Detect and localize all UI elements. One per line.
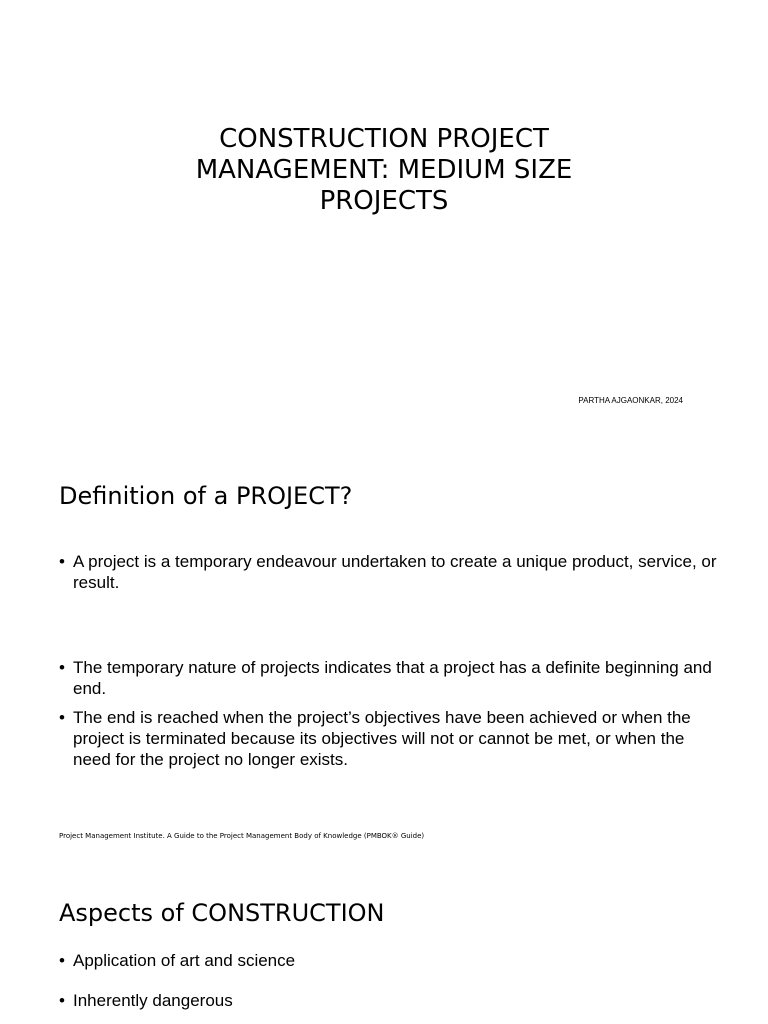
citation: Project Management Institute. A Guide to the Project Management Body of Knowledge (PMBOK® Guide)	[59, 832, 425, 840]
bullet-dot: •	[59, 951, 65, 970]
bullet-item	[59, 990, 719, 1011]
bullet-text: The temporary nature of projects indicates that a project has a definite beginning and end.	[73, 658, 712, 698]
slide-heading: Definition of a PROJECT?	[59, 482, 353, 510]
slide-heading: Aspects of CONSTRUCTION	[59, 899, 385, 927]
bullet-dot: •	[59, 708, 65, 727]
bullet-dot: •	[59, 991, 65, 1010]
presentation-title: CONSTRUCTION PROJECT MANAGEMENT: MEDIUM SIZE PROJECTS	[195, 124, 573, 216]
bullet-item	[59, 950, 719, 971]
bullet-text: A project is a temporary endeavour undertaken to create a unique product, service, or result.	[73, 552, 717, 592]
bullet-dot: •	[59, 658, 65, 677]
bullet-text: Inherently dangerous	[73, 991, 233, 1010]
bullet-text: The end is reached when the project’s objectives have been achieved or when the project is terminated because its objectives will not or cannot be met, or when the need for the project no longer exists.	[73, 708, 691, 769]
author-credit: PARTHA AJGAONKAR, 2024	[578, 396, 683, 405]
bullet-dot: •	[59, 552, 65, 571]
bullet-text: Application of art and science	[73, 951, 296, 970]
